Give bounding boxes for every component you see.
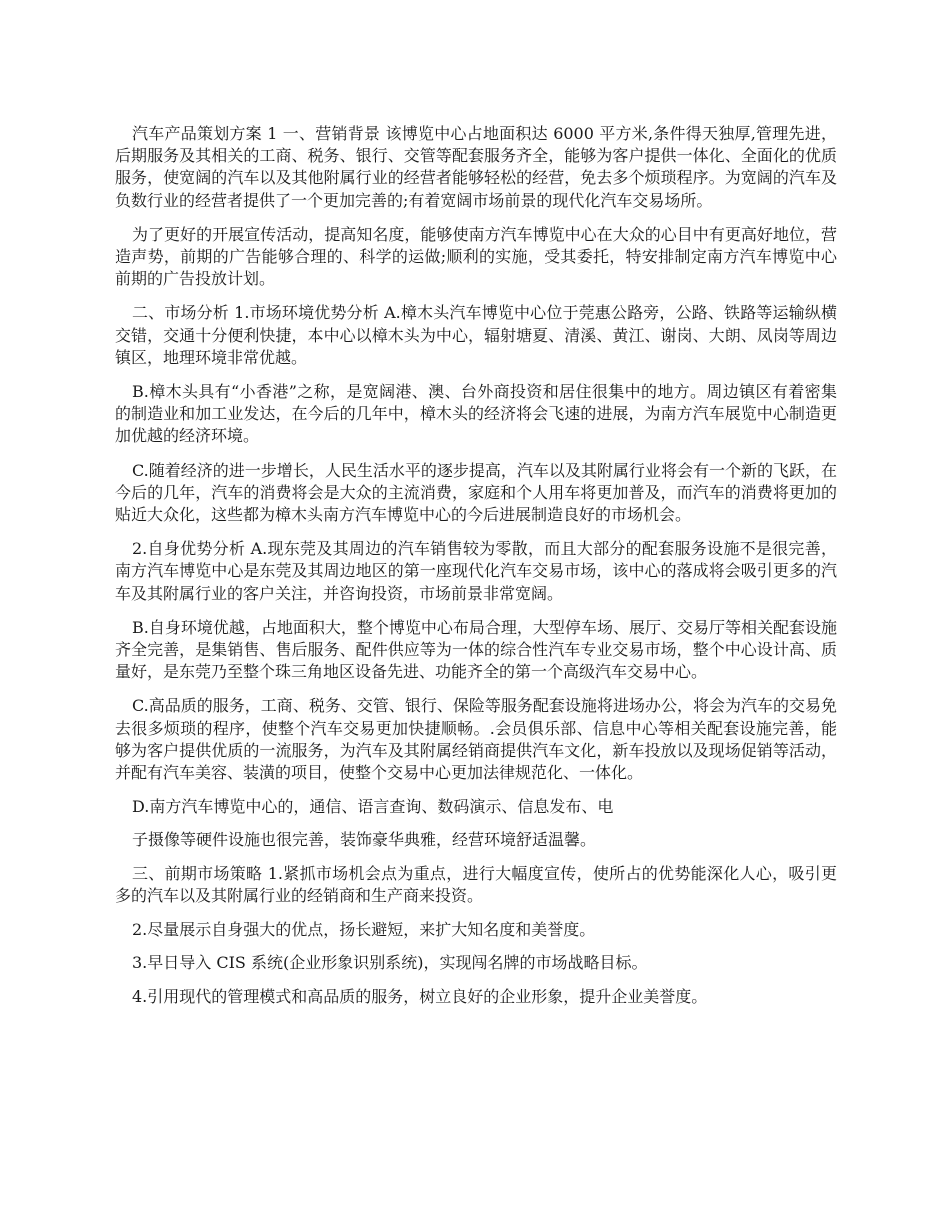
paragraph-self-advantage-d: D.南方汽车博览中心的，通信、语言查询、数码演示、信息发布、电 xyxy=(132,797,614,817)
paragraph-self-advantage-d-cont: 子摄像等硬件设施也很完善，装饰豪华典雅，经营环境舒适温馨。 xyxy=(132,830,597,850)
paragraph-self-advantage-c: C.高品质的服务，工商、税务、交管、银行、保险等服务配套设施将进场办公，将会为汽车的交易免去很多烦琐的程序，使整个汽车交易更加快捷顺畅。.会员俱乐部、信息中心等相关配套设施完善，能够为客户提供优质的一流服务，为汽车及其附属经销商提供汽车文化，新车投放以及现场促销等活动，并配有汽车美容、装潢的项目，使整个交易中心更加法律规范化、一体化。 xyxy=(115,696,837,783)
paragraph-self-advantage-b: B.自身环境优越，占地面积大，整个博览中心布局合理，大型停车场、展厅、交易厅等相关配套设施齐全完善，是集销售、售后服务、配件供应等为一体的综合性汽车专业交易市场，整个中心设计高、质量好，是东莞乃至整个珠三角地区设备先进、功能齐全的第一个高级汽车交易中心。 xyxy=(115,617,837,682)
paragraph-market-environment-b: B.樟木头具有“小香港”之称，是宽阔港、澳、台外商投资和居住很集中的地方。周边镇区有着密集的制造业和加工业发达，在今后的几年中，樟木头的经济将会飞速的进展，为南方汽车展览中心制造更加优越的经济环境。 xyxy=(115,382,837,446)
paragraph-market-environment-c: C.随着经济的进一步增长，人民生活水平的逐步提高，汽车以及其附属行业将会有一个新的飞跃，在今后的几年，汽车的消费将会是大众的主流消费，家庭和个人用车将更加普及，而汽车的消费将更加的贴近大众化，这些都为樟木头南方汽车博览中心的今后进展制造良好的市场机会。 xyxy=(115,460,837,525)
paragraph-marketing-background: 汽车产品策划方案 1 一、营销背景 该博览中心占地面积达 6000 平方米,条件得天独厚,管理先进，后期服务及其相关的工商、税务、银行、交管等配套服务齐全，能够为客户提供一体化、全面化的优质服务，使宽阔的汽车以及其他附属行业的经营者能够轻松的经营，免去多个烦琐程序。为宽阔的汽车及负数行业的经营者提供了一个更加完善的;有着宽阔市场前景的现代化汽车交易场所。 xyxy=(115,124,837,210)
paragraph-strategy-1: 三、前期市场策略 1.紧抓市场机会点为重点，进行大幅度宣传，使所占的优势能深化人心，吸引更多的汽车以及其附属行业的经销商和生产商来投资。 xyxy=(115,863,837,905)
paragraph-advertising-purpose: 为了更好的开展宣传活动，提高知名度，能够使南方汽车博览中心在大众的心目中有更高好地位，营造声势，前期的广告能够合理的、科学的运做;顺利的实施，受其委托，特安排制定南方汽车博览中心前期的广告投放计划。 xyxy=(115,224,837,289)
paragraph-strategy-2: 2.尽量展示自身强大的优点，扬长避短，来扩大知名度和美誉度。 xyxy=(132,920,596,940)
paragraph-self-advantage-a: 2.自身优势分析 A.现东莞及其周边的汽车销售较为零散，而且大部分的配套服务设施不是很完善，南方汽车博览中心是东莞及其周边地区的第一座现代化汽车交易市场，该中心的落成将会吸引更多的汽车及其附属行业的客户关注，并咨询投资，市场前景非常宽阔。 xyxy=(115,539,837,603)
document-body xyxy=(115,123,837,1019)
paragraph-strategy-4: 4.引用现代的管理模式和高品质的服务，树立良好的企业形象，提升企业美誉度。 xyxy=(132,986,708,1006)
paragraph-market-environment-a: 二、市场分析 1.市场环境优势分析 A.樟木头汽车博览中心位于莞惠公路旁，公路、铁路等运输纵横交错，交通十分便利快捷，本中心以樟木头为中心，辐射塘夏、清溪、黄江、谢岗、大朗、凤岗等周边镇区，地理环境非常优越。 xyxy=(115,303,837,367)
paragraph-strategy-3: 3.早日导入 CIS 系统(企业形象识别系统)，实现闯名牌的市场战略目标。 xyxy=(132,953,648,973)
